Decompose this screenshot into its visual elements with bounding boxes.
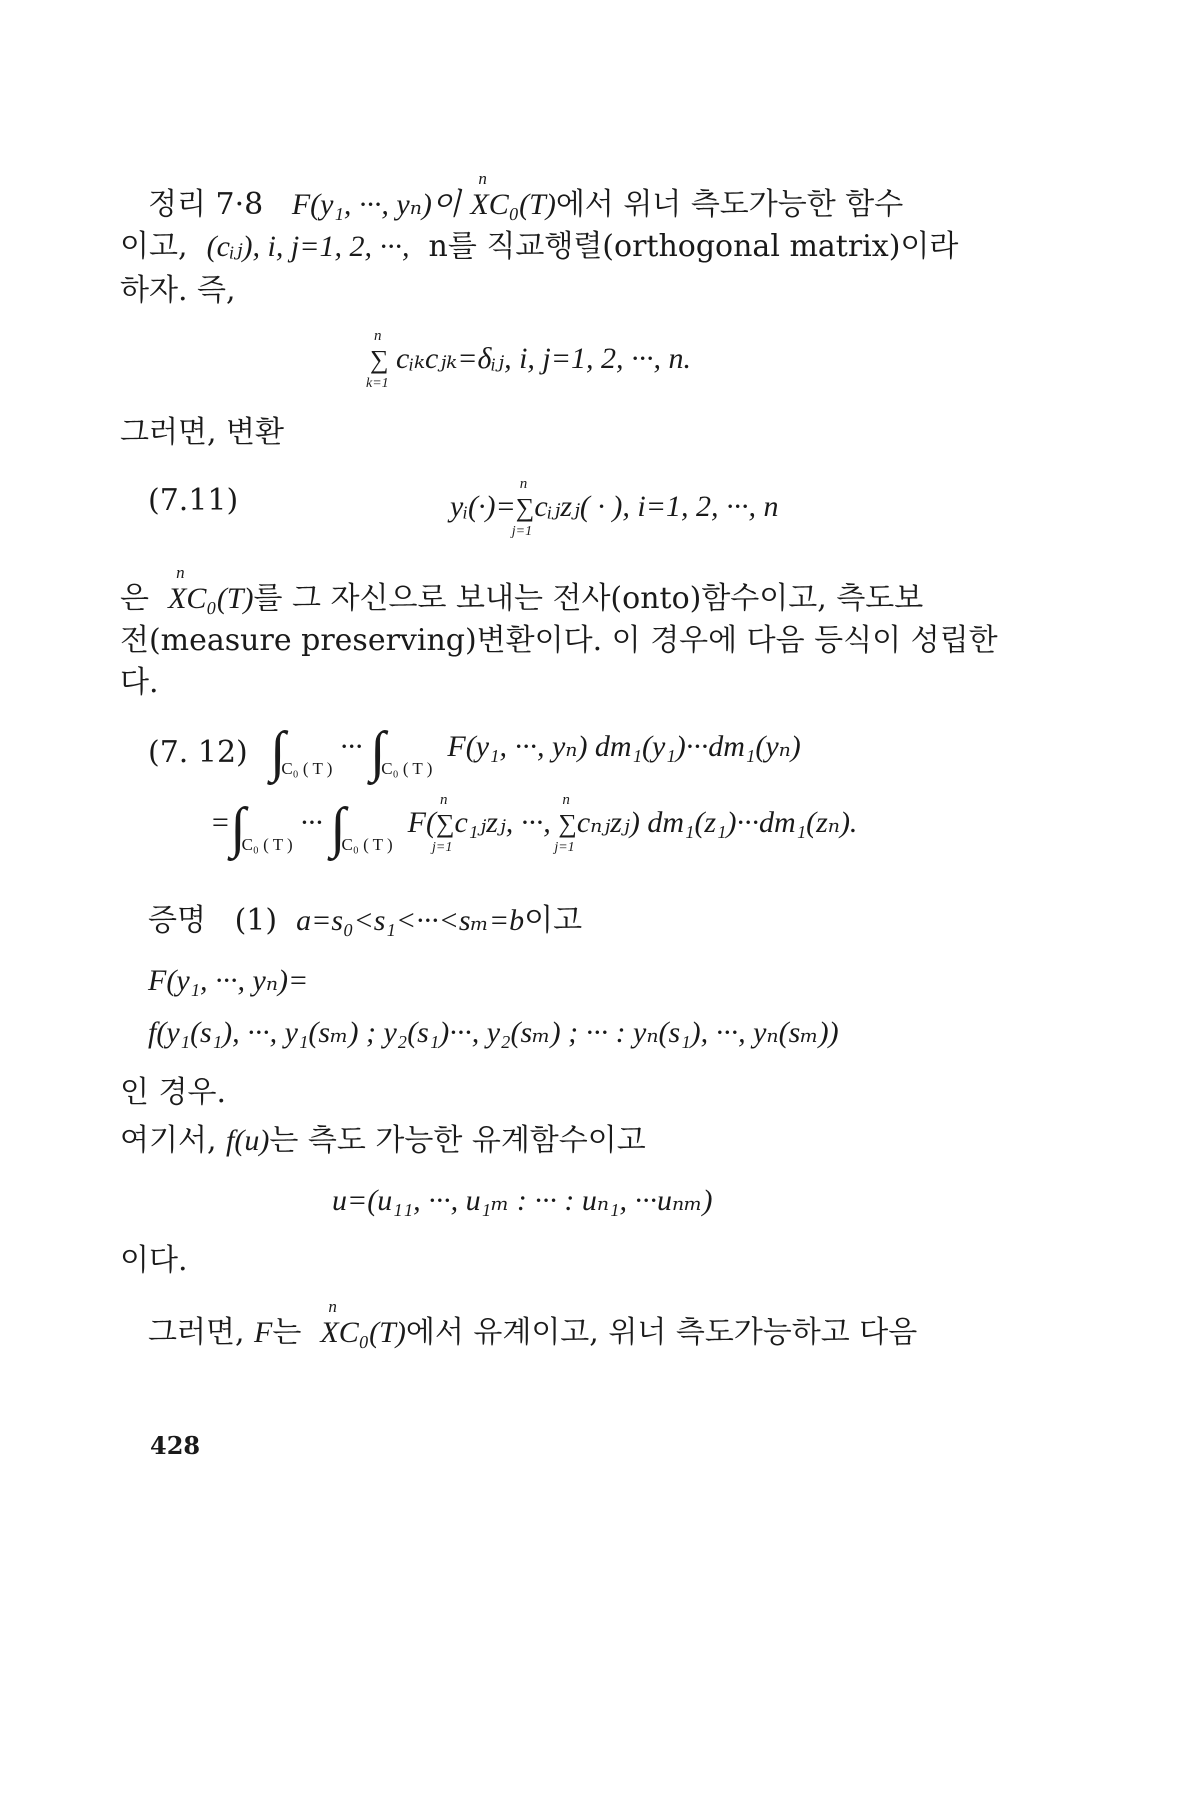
orthogonality-body: cᵢₖcⱼₖ=δᵢⱼ, i, j=1, 2, ···, n. [396,342,692,375]
wiener-space: n XC₀(T) [470,169,556,221]
orthogonality-equation [366,328,692,391]
sum-symbol: ∑ n j=1 [511,476,535,539]
proof-label: 증명 [148,903,206,938]
para2-line-2: 전(measure preserving)변환이다. 이 경우에 다음 등식이 성립한 [120,623,998,658]
wiener-space: n XC₀(T) [168,563,254,615]
theorem-line-2-a: 이고, [120,229,188,264]
eq711-label: (7.11) [148,483,239,518]
eq712-line-1: $\int_{C_0 ( T )}$ ··· $\int_{C_0 ( T )}$ F(y₁, ···, yₙ) dm₁(y₁)···dm₁(yₙ) [270,721,801,783]
theorem-line-2 [120,229,959,264]
integral-symbol: ∫ [230,797,246,859]
page-number: 428 [150,1431,201,1460]
theorem-line-3: 하자. 즉, [120,273,236,308]
F-definition: F(y₁, ···, yₙ)= [148,964,309,997]
theorem-function: F(y₁, ···, yₙ)이 [291,188,461,221]
orthogonal-matrix-math: (cᵢⱼ), i, j=1, 2, ···, [206,230,410,263]
eq711-lhs: yᵢ(·)= [450,490,516,523]
para2-line-3: 다. [120,665,159,700]
where-line: 여기서, f(u)는 측도 가능한 유계함수이고 [120,1123,646,1158]
integral-symbol: ∫ [270,721,286,783]
wiener-space: n XC₀(T) [320,1297,406,1349]
theorem-line-2-b: n를 직교행렬(orthogonal matrix)이라 [428,229,959,264]
last-line: 그러면, F는 n XC₀(T)에서 유계이고, 위너 측도가능하고 다음 [148,1297,918,1350]
f-definition: f(y₁(s₁), ···, y₁(sₘ) ; y₂(s₁)···, y₂(sₘ) ; ··· : yₙ(s₁), ···, yₙ(sₘ)) [148,1016,839,1049]
eq711 [450,476,779,539]
sum-symbol: ∑ n j=1 [431,792,455,855]
partition-condition: a=s₀<s₁<···<sₘ=b [296,904,525,937]
sum-symbol: ∑ n k=1 [366,328,389,391]
integral-symbol: ∫ [369,721,386,783]
is-line: 이다. [120,1243,188,1278]
theorem-line-1-tail: 에서 위너 측도가능한 함수 [555,187,904,222]
theorem-label: 정리 7·8 [148,187,264,222]
case-line: 인 경우. [120,1075,227,1110]
eq712-line-2: $=\int_{C_0 ( T )}$ ··· $\int_{C_0 ( T )}$ F(∑ n j=1 c₁ⱼzⱼ, ···, ∑ n j=1 cₙⱼzⱼ) dm₁(z₁)···dm₁(zₙ). [210,792,858,859]
integral-symbol: ∫ [330,797,346,859]
eq711-rhs: cᵢⱼzⱼ( · ), i=1, 2, ···, n [534,490,779,523]
eq712-integrand: F(y₁, ···, yₙ) dm₁(y₁)···dm₁(yₙ) [447,730,801,763]
proof-line: 증명 (1) a=s₀<s₁<···<sₘ=b이고 [148,903,583,938]
theorem-line-1 [148,169,904,222]
u-definition: u=(u₁₁, ···, u₁ₘ : ··· : uₙ₁, ···uₙₘ) [332,1184,713,1217]
then-transform: 그러면, 변환 [120,415,284,450]
sum-symbol: ∑ n j=1 [554,792,577,855]
eq712-label: (7. 12) [148,735,248,770]
para2-line-1: 은 n XC₀(T)를 그 자신으로 보내는 전사(onto)함수이고, 측도보 [120,563,924,616]
